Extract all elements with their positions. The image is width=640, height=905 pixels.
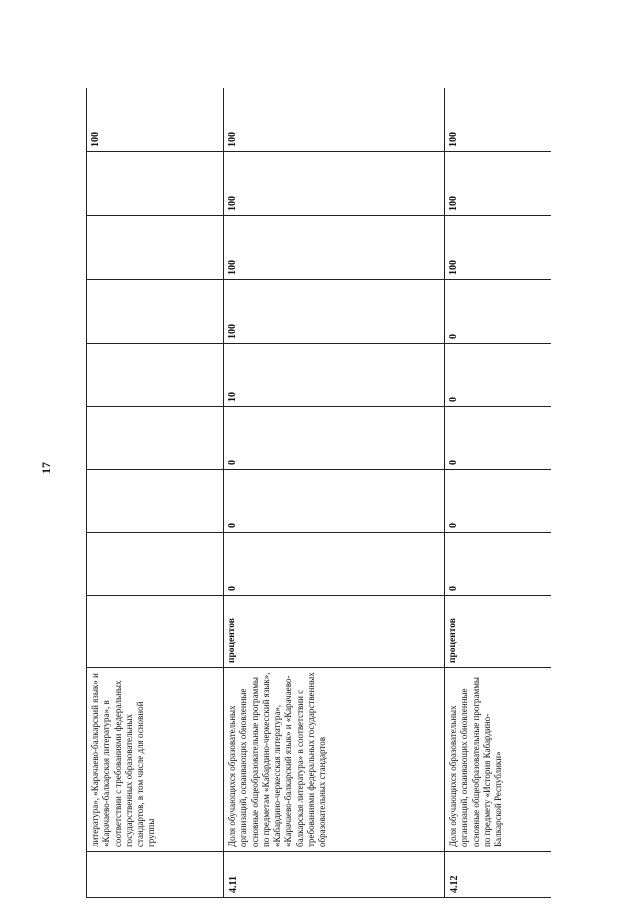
indicators-table [86,88,551,898]
value-cell: 100 [445,216,552,280]
value-cell [87,152,224,216]
value-cell: 100 [445,88,552,152]
value-cell: 0 [445,280,552,344]
value-cell: 0 [445,344,552,407]
row-number: 4.11 [224,852,445,898]
value-cell [87,533,224,596]
value-cell: 0 [224,533,445,596]
table-row [445,88,552,898]
row-unit: процентов [445,596,552,668]
value-cell [87,470,224,533]
value-cell: 0 [445,407,552,470]
table-row [87,88,224,898]
row-description: Доля обучающихся образовательных организаций, осваивающих обновленные основные общеобразовательные программы по предметам «Кабардино-черкесский язык», «Кабардино-черкесская литература», «Карачаево-балкарский язык» и «Карачаево-балкарская литература» в соответствии с требованиями федеральных государственных образовательных стандартов [224,668,445,852]
value-cell [87,280,224,344]
value-cell: 0 [445,533,552,596]
value-cell: 100 [87,88,224,152]
value-cell [87,216,224,280]
table-viewport [86,88,551,898]
row-description: литература», «Карачаево-балкарский язык» и «Карачаево-балкарская литература», в соответствии с требованиями федеральных государственных образовательных стандартов, в том числе для основной группы [87,668,224,852]
value-cell: 100 [445,152,552,216]
row-number [87,852,224,898]
value-cell: 100 [224,280,445,344]
value-cell: 0 [224,470,445,533]
value-cell: 100 [224,88,445,152]
row-number: 4.12 [445,852,552,898]
page-number: 17 [39,462,53,474]
value-cell: 100 [224,152,445,216]
row-description: Доля обучающихся образовательных организаций, осваивающих обновленные основные общеобразовательные программы по предмету «История Кабардино-Балкарской Республики» [445,668,552,852]
value-cell: 0 [445,470,552,533]
value-cell: 100 [224,216,445,280]
row-unit: процентов [224,596,445,668]
value-cell: 10 [224,344,445,407]
rotated-table [86,88,551,898]
value-cell: 0 [224,407,445,470]
row-unit [87,596,224,668]
value-cell [87,407,224,470]
table-row [224,88,445,898]
value-cell [87,344,224,407]
